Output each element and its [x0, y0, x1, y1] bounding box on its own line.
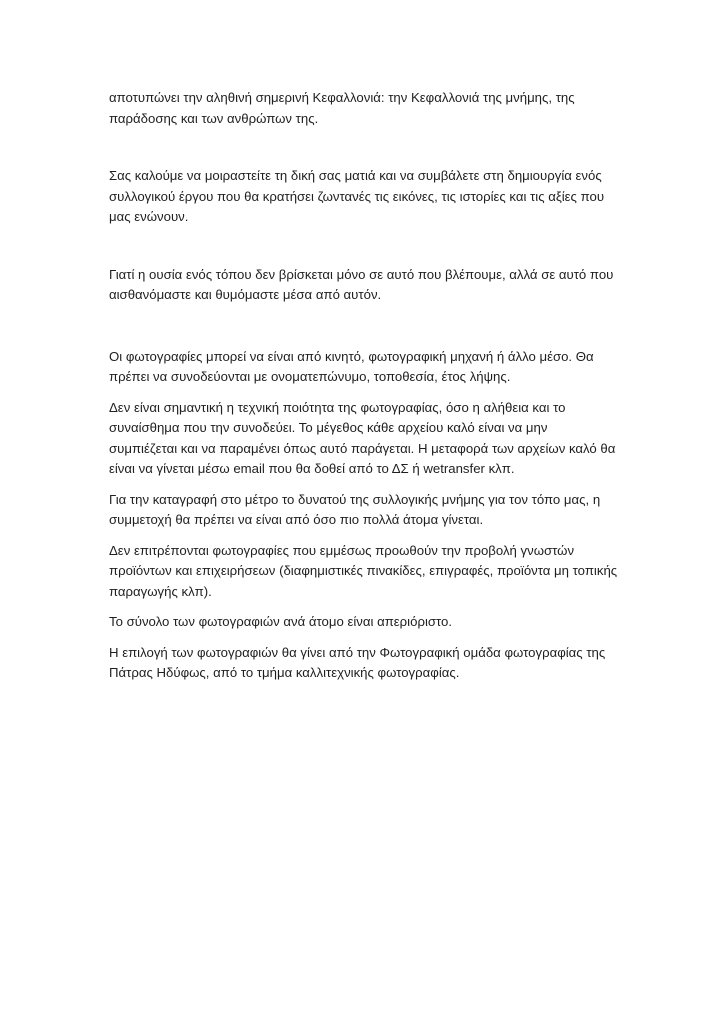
paragraph-participation: Για την καταγραφή στο μέτρο το δυνατού της συλλογικής μνήμης για τον τόπο μας, η συμμετοχή θα πρέπει να είναι από όσο πιο πολλά άτομα γίνεται.: [109, 491, 601, 527]
paragraph-invitation: Σας καλούμε να μοιραστείτε τη δική σας ματιά και να συμβάλετε στη δημιουργία ενός συλλογικού έργου που θα κρατήσει ζωντανές τις εικόνες, τις ιστορίες και τις αξίες που μας ενώνουν.: [109, 168, 605, 224]
paragraph-intro-continuation: αποτυπώνει την αληθινή σημερινή Κεφαλλονιά: την Κεφαλλονιά της μνήμης, της παράδοσης και των ανθρώπων της.: [109, 90, 575, 126]
paragraph-essence: Γιατί η ουσία ενός τόπου δεν βρίσκεται μόνο σε αυτό που βλέπουμε, αλλά σε αυτό που αισθανόμαστε και θυμόμαστε μέσα από αυτόν.: [109, 266, 614, 302]
paragraph-quality-transfer: Δεν είναι σημαντική η τεχνική ποιότητα της φωτογραφίας, όσο η αλήθεια και το συναίσθημα που την συνοδεύει. Το μέγεθος κάθε αρχείου καλό είναι να μην συμπιέζεται και να παραμένει όπως αυτό παράγεται. Η μεταφορά των αρχείων καλό θα είναι να γίνεται μέσω email που θα δοθεί από το ΔΣ ή wetransfer κλπ.: [109, 399, 616, 476]
paragraph-photo-limit: Το σύνολο των φωτογραφιών ανά άτομο είναι απεριόριστο.: [109, 614, 453, 629]
document-body: [109, 88, 619, 684]
paragraph-restrictions: Δεν επιτρέπονται φωτογραφίες που εμμέσως προωθούν την προβολή γνωστών προϊόντων και επιχειρήσεων (διαφημιστικές πινακίδες, επιγραφές, προϊόντα μη τοπικής παραγωγής κλπ).: [109, 542, 618, 599]
paragraph-photo-sources: Οι φωτογραφίες μπορεί να είναι από κινητό, φωτογραφική μηχανή ή άλλο μέσο. Θα πρέπει να συνοδεύονται με ονοματεπώνυμο, τοποθεσία, έτος λήψης.: [109, 348, 594, 384]
paragraph-selection: Η επιλογή των φωτογραφιών θα γίνει από την Φωτογραφική ομάδα φωτογραφίας της Πάτρας Ηδύφως, από το τμήμα καλλιτεχνικής φωτογραφίας.: [109, 644, 606, 680]
